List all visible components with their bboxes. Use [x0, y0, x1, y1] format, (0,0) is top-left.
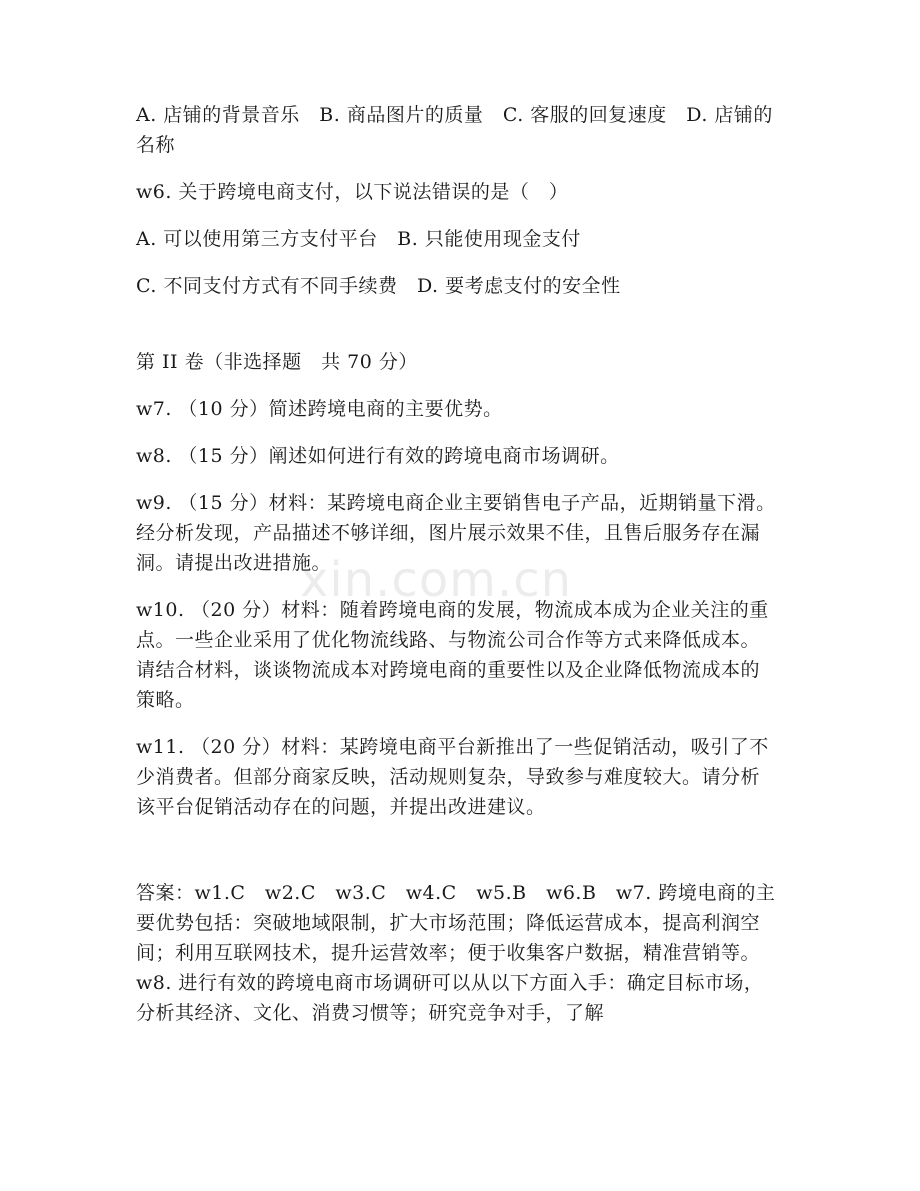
question-10: w10. （20 分）材料：随着跨境电商的发展，物流成本成为企业关注的重点。一些企业采用了优化物流线路、与物流公司合作等方式来降低成本。请结合材料，谈谈物流成本对跨境电商的重要性以及企业降低物流成本的策略。: [136, 599, 769, 711]
question-7: w7. （10 分）简述跨境电商的主要优势。: [136, 398, 503, 420]
document-page: [136, 100, 776, 1045]
question-6-options-ab: A. 可以使用第三方支付平台 B. 只能使用现金支付: [136, 228, 581, 250]
question-11: w11. （20 分）材料：某跨境电商平台新推出了一些促销活动，吸引了不少消费者。但部分商家反映，活动规则复杂，导致参与难度较大。请分析该平台促销活动存在的问题，并提出改进建议。: [136, 736, 769, 818]
question-6-stem: w6. 关于跨境电商支付，以下说法错误的是（ ）: [136, 181, 569, 203]
question-8: w8. （15 分）阐述如何进行有效的跨境电商市场调研。: [136, 445, 620, 467]
section-title: 第 II 卷（非选择题 共 70 分）: [136, 351, 418, 373]
watermark: xin.com.cn: [300, 552, 573, 608]
question-5-options: A. 店铺的背景音乐 B. 商品图片的质量 C. 客服的回复速度 D. 店铺的名称: [136, 104, 773, 156]
answer-key: 答案：w1.C w2.C w3.C w4.C w5.B w6.B w7. 跨境电商的主要优势包括：突破地域限制，扩大市场范围；降低运营成本，提高利润空间；利用互联网技术，提升运营效率；便于收集客户数据，精准营销等。 w8. 进行有效的跨境电商市场调研可以从以下方面入手：确定目标市场，分析其经济、文化、消费习惯等；研究竞争对手，了解: [136, 882, 776, 1024]
question-6-options-cd: C. 不同支付方式有不同手续费 D. 要考虑支付的安全性: [136, 275, 621, 297]
question-9: w9. （15 分）材料：某跨境电商企业主要销售电子产品，近期销量下滑。经分析发现，产品描述不够详细，图片展示效果不佳，且售后服务存在漏洞。请提出改进措施。: [136, 492, 776, 574]
